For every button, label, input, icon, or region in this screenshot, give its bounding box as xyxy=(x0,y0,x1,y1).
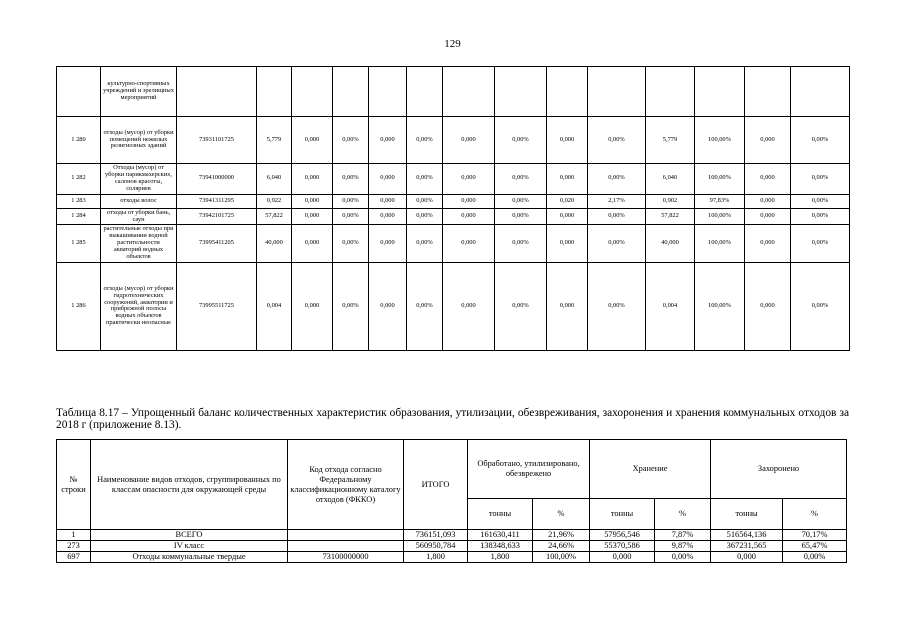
header-tons: тонны xyxy=(711,499,783,530)
row-line-number: 697 xyxy=(57,552,91,563)
row-line-number: 1 283 xyxy=(57,194,101,208)
row-value: 0,000 xyxy=(745,117,791,164)
row-processed-tons: 1,800 xyxy=(468,552,533,563)
row-value: 2,17% xyxy=(588,194,646,208)
row-value: 40,000 xyxy=(646,225,695,263)
row-name: растительные отходы при выкашивании водной растительности акваторий водных объектов xyxy=(101,225,177,263)
row-name: отходы от уборки бань, саун xyxy=(101,208,177,225)
row-line-number: 1 284 xyxy=(57,208,101,225)
row-storage-percent: 7,87% xyxy=(655,530,711,541)
row-total: 0,004 xyxy=(257,262,292,350)
row-value: 0,00% xyxy=(495,262,547,350)
row-name: Отходы коммунальные твердые xyxy=(91,552,288,563)
row-line-number: 273 xyxy=(57,541,91,552)
row-value: 0,000 xyxy=(745,262,791,350)
row-value: 100,00% xyxy=(695,225,745,263)
row-processed-percent: 24,66% xyxy=(533,541,590,552)
table-row xyxy=(57,530,847,541)
row-total: 40,000 xyxy=(257,225,292,263)
row-code xyxy=(288,530,404,541)
row-buried-percent: 70,17% xyxy=(783,530,847,541)
row-value: 0,000 xyxy=(547,117,588,164)
row-value: 0,00% xyxy=(588,262,646,350)
row-value: 0,902 xyxy=(646,194,695,208)
row-value: 0,000 xyxy=(547,208,588,225)
balance-table xyxy=(56,439,847,563)
row-processed-tons: 161630,411 xyxy=(468,530,533,541)
row-value: 0,000 xyxy=(443,194,495,208)
row-value: 0,000 xyxy=(369,262,407,350)
row-line-number: 1 xyxy=(57,530,91,541)
header-percent: % xyxy=(783,499,847,530)
row-value: 0,000 xyxy=(292,208,333,225)
row-total: 560950,784 xyxy=(404,541,468,552)
row-value: 0,00% xyxy=(333,117,369,164)
table-row xyxy=(57,194,850,208)
row-value: 0,000 xyxy=(369,208,407,225)
row-value: 0,000 xyxy=(369,164,407,195)
row-value: 0,00% xyxy=(407,117,443,164)
row-value: 0,000 xyxy=(292,117,333,164)
row-value: 100,00% xyxy=(695,262,745,350)
row-value: 0,000 xyxy=(547,164,588,195)
row-value: 0,00% xyxy=(407,164,443,195)
row-buried-percent: 65,47% xyxy=(783,541,847,552)
row-code: 73995411205 xyxy=(177,225,257,263)
row-code: 73941000000 xyxy=(177,164,257,195)
row-value: 0,00% xyxy=(791,225,850,263)
table-row xyxy=(57,67,850,117)
row-total: 5,779 xyxy=(257,117,292,164)
header-percent: % xyxy=(655,499,711,530)
table-caption: Таблица 8.17 – Упрощенный баланс количественных характеристик образования, утилизации, обезвреживания, захоронения и хранения коммунальных отходов за 2018 г (приложение 8.13). xyxy=(56,407,849,431)
page-number: 129 xyxy=(444,38,461,50)
row-storage-percent: 0,00% xyxy=(655,552,711,563)
row-value: 0,00% xyxy=(791,262,850,350)
row-value: 0,00% xyxy=(407,262,443,350)
row-storage-tons: 57956,546 xyxy=(590,530,655,541)
table-row xyxy=(57,552,847,563)
row-value: 0,00% xyxy=(495,194,547,208)
row-value: 57,822 xyxy=(646,208,695,225)
header-storage: Хранение xyxy=(590,440,711,499)
row-value: 0,000 xyxy=(745,225,791,263)
row-value: 0,00% xyxy=(791,117,850,164)
row-value: 0,000 xyxy=(745,164,791,195)
row-line-number: 1 280 xyxy=(57,117,101,164)
row-value: 0,004 xyxy=(646,262,695,350)
row-value: 0,00% xyxy=(588,117,646,164)
row-storage-percent: 9,87% xyxy=(655,541,711,552)
row-buried-percent: 0,00% xyxy=(783,552,847,563)
row-name: IV класс xyxy=(91,541,288,552)
row-value: 0,000 xyxy=(443,117,495,164)
row-value: 0,000 xyxy=(369,194,407,208)
row-value: 0,000 xyxy=(369,225,407,263)
row-value: 0,000 xyxy=(547,225,588,263)
header-fkko-code: Код отхода согласно Федеральному классификационному каталогу отходов (ФККО) xyxy=(288,440,404,530)
header-buried: Захоронено xyxy=(711,440,847,499)
row-value: 0,00% xyxy=(333,208,369,225)
row-code: 73100000000 xyxy=(288,552,404,563)
table-row xyxy=(57,117,850,164)
row-total: 1,800 xyxy=(404,552,468,563)
row-name: отходы волос xyxy=(101,194,177,208)
row-name: отходы (мусор) от уборки помещений нежилых религиозных зданий xyxy=(101,117,177,164)
header-tons: тонны xyxy=(468,499,533,530)
row-total: 0,922 xyxy=(257,194,292,208)
row-value: 97,83% xyxy=(695,194,745,208)
row-value: 0,00% xyxy=(333,194,369,208)
row-code: 73942101725 xyxy=(177,208,257,225)
table-row xyxy=(57,262,850,350)
row-value: 0,00% xyxy=(407,194,443,208)
row-value: 0,00% xyxy=(407,208,443,225)
table-row xyxy=(57,225,850,263)
row-value: 0,000 xyxy=(745,194,791,208)
row-value: 0,000 xyxy=(369,117,407,164)
continuation-table xyxy=(56,66,850,351)
row-value: 100,00% xyxy=(695,117,745,164)
row-line-number: 1 285 xyxy=(57,225,101,263)
header-percent: % xyxy=(533,499,590,530)
row-value: 0,00% xyxy=(588,208,646,225)
table-row xyxy=(57,541,847,552)
header-line-number: № строки xyxy=(57,440,91,530)
header-tons: тонны xyxy=(590,499,655,530)
row-value: 0,000 xyxy=(443,262,495,350)
header-waste-name: Наименование видов отходов, сгруппированных по классам опасности для окружающей среды xyxy=(91,440,288,530)
row-name: отходы (мусор) от уборки гидротехнических сооружений, акватории и прибрежной полосы водных объектов практически неопасные xyxy=(101,262,177,350)
row-value: 0,000 xyxy=(443,208,495,225)
row-line-number: 1 286 xyxy=(57,262,101,350)
row-value: 6,040 xyxy=(646,164,695,195)
row-value: 0,00% xyxy=(791,194,850,208)
row-value: 100,00% xyxy=(695,164,745,195)
row-value: 0,00% xyxy=(588,164,646,195)
row-total: 57,822 xyxy=(257,208,292,225)
row-value: 0,00% xyxy=(495,117,547,164)
row-code xyxy=(288,541,404,552)
row-line-number: 1 282 xyxy=(57,164,101,195)
row-value: 0,000 xyxy=(292,262,333,350)
row-value: 0,00% xyxy=(407,225,443,263)
table-row xyxy=(57,208,850,225)
row-storage-tons: 0,000 xyxy=(590,552,655,563)
row-buried-tons: 516564,136 xyxy=(711,530,783,541)
row-value: 0,00% xyxy=(333,225,369,263)
header-processed: Обработано, утилизировано, обезврежено xyxy=(468,440,590,499)
header-total: ИТОГО xyxy=(404,440,468,530)
row-processed-percent: 21,96% xyxy=(533,530,590,541)
table-row xyxy=(57,164,850,195)
row-name: культурно-спортивных учреждений и зрелищных мероприятий xyxy=(101,67,177,117)
row-value: 0,00% xyxy=(333,164,369,195)
row-value: 0,00% xyxy=(495,208,547,225)
row-value: 5,779 xyxy=(646,117,695,164)
row-code: 73995511725 xyxy=(177,262,257,350)
row-value: 0,000 xyxy=(292,225,333,263)
row-value: 0,00% xyxy=(333,262,369,350)
row-value: 0,000 xyxy=(443,225,495,263)
row-name: Отходы (мусор) от уборки парикмахерских, салонов красоты, соляриев xyxy=(101,164,177,195)
row-value: 0,00% xyxy=(588,225,646,263)
row-value: 0,000 xyxy=(292,164,333,195)
row-value: 0,020 xyxy=(547,194,588,208)
row-value: 100,00% xyxy=(695,208,745,225)
row-storage-tons: 55370,586 xyxy=(590,541,655,552)
row-total: 6,040 xyxy=(257,164,292,195)
row-value: 0,000 xyxy=(292,194,333,208)
row-value: 0,00% xyxy=(495,164,547,195)
row-code: 73941311295 xyxy=(177,194,257,208)
row-value: 0,000 xyxy=(443,164,495,195)
row-value: 0,000 xyxy=(745,208,791,225)
row-processed-tons: 138348,633 xyxy=(468,541,533,552)
row-value: 0,00% xyxy=(791,164,850,195)
row-value: 0,00% xyxy=(495,225,547,263)
row-value: 0,000 xyxy=(547,262,588,350)
row-buried-tons: 0,000 xyxy=(711,552,783,563)
row-code: 73931101725 xyxy=(177,117,257,164)
row-name: ВСЕГО xyxy=(91,530,288,541)
row-buried-tons: 367231,565 xyxy=(711,541,783,552)
row-processed-percent: 100,00% xyxy=(533,552,590,563)
row-total: 736151,093 xyxy=(404,530,468,541)
row-value: 0,00% xyxy=(791,208,850,225)
